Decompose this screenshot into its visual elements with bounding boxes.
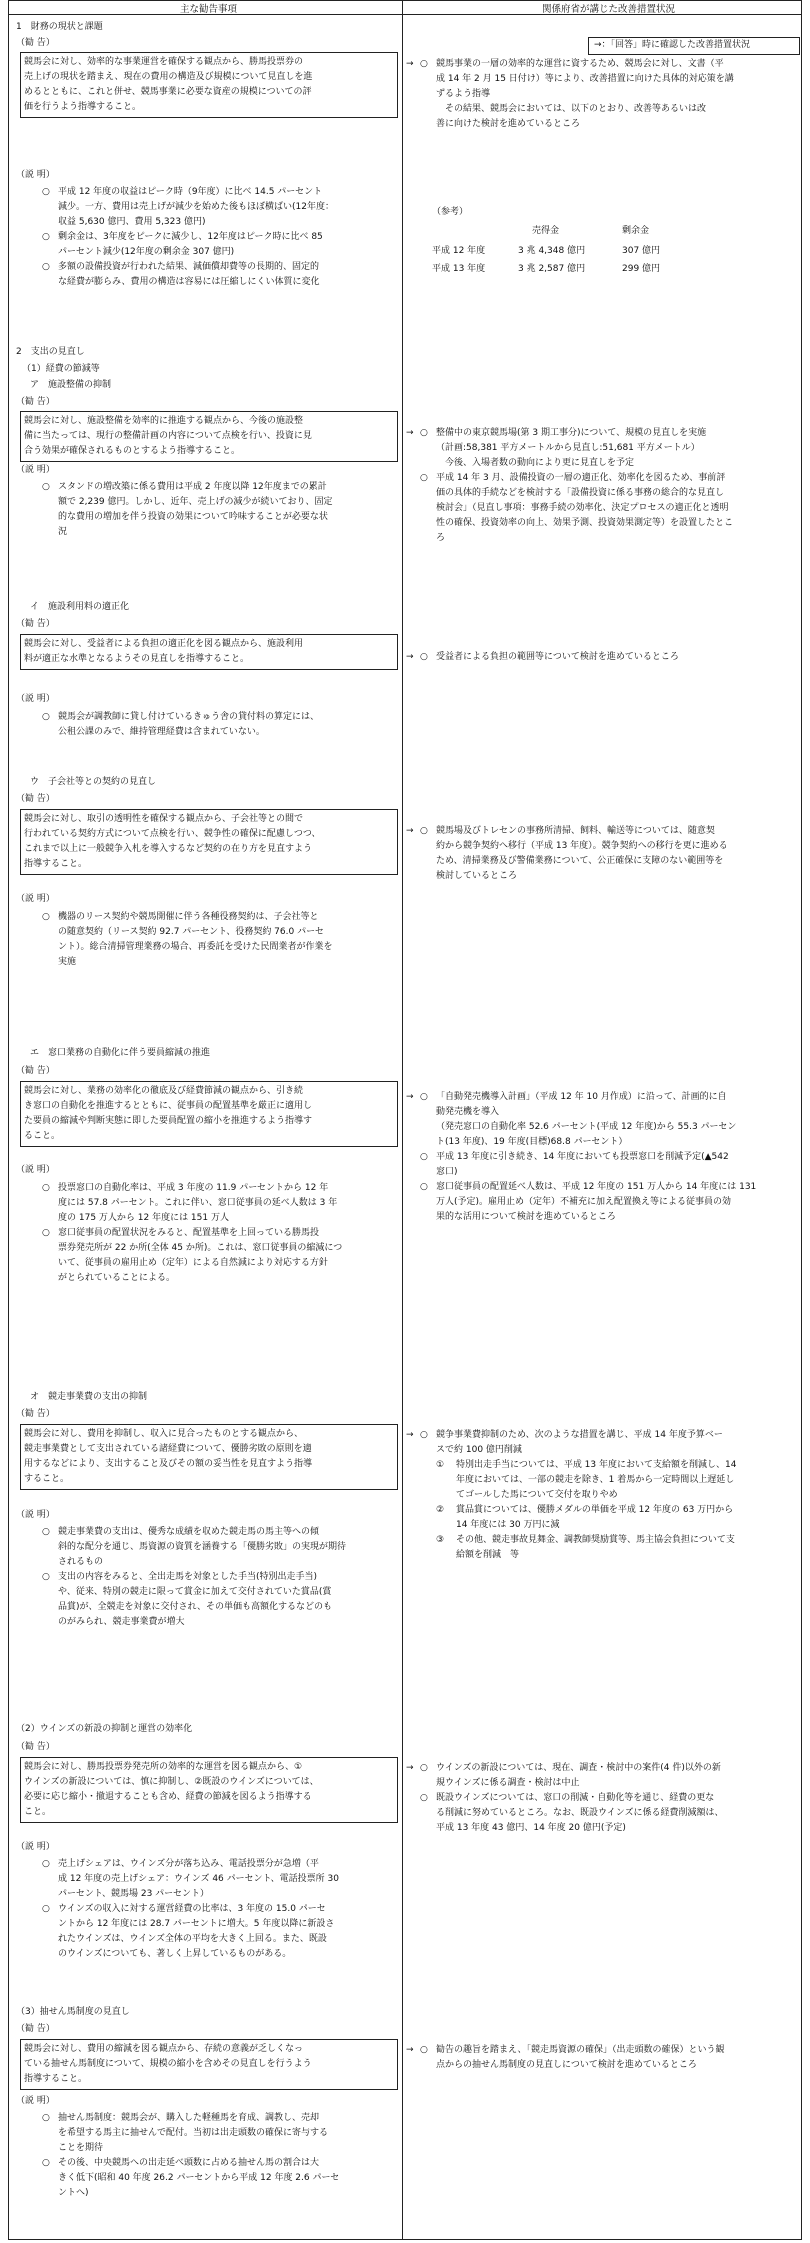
item-title: エ 窓口業務の自動化に伴う要員縮減の推進 <box>30 1048 211 1058</box>
arrow-icon: → <box>406 826 414 836</box>
advice-marker: （勧 告） <box>16 619 55 629</box>
s2i-explain-line: 競馬会が調教師に貸し付けているきゅう舎の貸付料の算定には、 <box>58 712 320 722</box>
s1-measure-line: 善に向けた検討を進めているところ <box>436 119 581 129</box>
s2o-measure-item-line: 特別出走手当については、平成 13 年度において支給額を削減し、14 <box>456 1460 737 1470</box>
reference-value: 299 億円 <box>622 264 661 274</box>
item-number: ② <box>436 1505 445 1515</box>
advice-marker: （勧 告） <box>16 1409 55 1419</box>
subsection-title: （1）経費の節減等 <box>22 364 100 374</box>
s2e-advice-line: ること。 <box>24 1131 61 1141</box>
s1-explain-line: 剰余金は、3年度をピークに減少し、12年度はピーク時に比べ 85 <box>58 232 323 242</box>
s1-advice-line: 競馬会に対し、効率的な事業運営を確保する観点から、勝馬投票券の <box>24 57 304 67</box>
s2o-measure-line: スで約 100 億円削減 <box>436 1445 522 1455</box>
header-rule <box>8 14 802 15</box>
s2e-measure-line: 窓口従事員の配置延べ人数は、平成 12 年度の 151 万人から 14 年度には 131 <box>436 1182 757 1192</box>
s2o-measure-item-line: てゴールした馬について交付を取りやめ <box>456 1490 618 1500</box>
s2o-measure-item-line: その他、競走事故見舞金、調教師奨励賞等、馬主協会負担について支 <box>456 1535 735 1545</box>
s2u-measure-line: ため、清掃業務及び警備業務について、公正確保に支障のない範囲等を <box>436 856 724 866</box>
explain-marker: （説 明） <box>16 894 55 904</box>
reference-value: 3 兆 4,348 億円 <box>518 246 586 256</box>
s2-3-measure-line: 点からの抽せん馬制度の見直しについて検討を進めているところ <box>436 2060 697 2070</box>
s2a-advice-line: 備に当たっては、現行の整備計画の内容について点検を行い、投資に見 <box>24 431 312 441</box>
s2e-measure-line: 平成 13 年度に引き続き、14 年度においても投票窓口を削減予定(▲542 <box>436 1152 729 1162</box>
s2o-advice-line: 競馬会に対し、費用を抑制し、収入に見合ったものとする観点から、 <box>24 1429 304 1439</box>
arrow-icon: → <box>406 59 414 69</box>
s2-3-measure-line: 勧告の趣旨を踏まえ、「競走馬資源の確保」（出走頭数の確保）という観 <box>436 2045 725 2055</box>
bullet-icon: ○ <box>420 473 428 483</box>
bullet-icon: ○ <box>42 1859 50 1869</box>
bullet-icon: ○ <box>420 1092 428 1102</box>
s1-explain-line: 多額の設備投資が行われた結果、減価償却費等の長期的、固定的 <box>58 262 320 272</box>
s2-2-advice-line: ウインズの新設については、慎に抑制し、②既設のウインズについては、 <box>24 1777 319 1787</box>
arrow-icon: → <box>406 1763 414 1773</box>
s2e-measure-line: 果的な活用について検討を進めているところ <box>436 1212 616 1222</box>
s1-advice-line: 売上げの現状を踏まえ、現在の費用の構造及び規模について見直しを進 <box>24 72 313 82</box>
s2a-explain-line: 額で 2,239 億円。しかし、近年、売上げの減少が続いており、固定 <box>58 497 333 507</box>
s2o-explain-line: されるもの <box>58 1557 104 1567</box>
s2e-explain-line: 度の 175 万人から 12 年度には 151 万人 <box>58 1213 229 1223</box>
s2e-explain-line: がとられていることによる。 <box>58 1273 176 1283</box>
s2-3-explain-line: 抽せん馬制度：競馬会が、購入した軽種馬を育成、調教し、売却 <box>58 2113 320 2123</box>
explain-marker: （説 明） <box>16 2096 55 2106</box>
bullet-icon: ○ <box>420 1763 428 1773</box>
s2i-advice-line: 競馬会に対し、受益者による負担の適正化を図る観点から、施設利用 <box>24 639 304 649</box>
bullet-icon: ○ <box>420 1152 428 1162</box>
header-right: 関係府省が講じた改善措置状況 <box>542 4 676 15</box>
s2u-explain-line: 機器のリース契約や競馬開催に伴う各種役務契約は、子会社等と <box>58 912 319 922</box>
s2-2-explain-line: ウインズの収入に対する運営経費の比率は、3 年度の 15.0 パーセ <box>58 1904 326 1914</box>
bullet-icon: ○ <box>42 2113 50 2123</box>
advice-marker: （勧 告） <box>16 38 55 48</box>
s2o-advice-line: すること。 <box>24 1474 70 1484</box>
s2e-measure-line: ト(13 年度)、19 年度(目標)68.8 パーセント） <box>436 1137 628 1147</box>
s2u-explain-line: 実施 <box>58 957 77 967</box>
reference-title: （参考） <box>432 207 469 217</box>
s2o-measure-item-line: 賞品賞については、優勝メダルの単価を平成 12 年度の 63 万円から <box>456 1505 734 1515</box>
bullet-icon: ○ <box>420 826 428 836</box>
item-title: イ 施設利用料の適正化 <box>30 602 130 612</box>
s1-explain-line: な経費が膨らみ、費用の構造は容易には圧縮しにくい体質に変化 <box>58 277 320 287</box>
s2e-measure-line: 動発売機を導入 <box>436 1107 500 1117</box>
bullet-icon: ○ <box>42 1183 50 1193</box>
bullet-icon: ○ <box>42 1904 50 1914</box>
arrow-icon: → <box>406 1430 414 1440</box>
s2o-explain-line: のがみられ、競走事業費が増大 <box>58 1617 185 1627</box>
bullet-icon: ○ <box>42 482 50 492</box>
reference-year: 平成 13 年度 <box>432 264 486 274</box>
reference-col-label: 売得金 <box>532 226 560 236</box>
bullet-icon: ○ <box>420 59 428 69</box>
s2u-measure-line: 競馬場及びトレセンの事務所清掃、飼料、輸送等については、随意契 <box>436 826 715 836</box>
s2a-explain-line: スタンドの増改築に係る費用は平成 2 年度以降 12年度までの累計 <box>58 482 327 492</box>
s2e-explain-line: 窓口従事員の配置状況をみると、配置基準を上回っている勝馬投 <box>58 1228 320 1238</box>
s1-measure-line: その結果、競馬会においては、以下のとおり、改善等あるいは改 <box>436 104 707 114</box>
s2o-advice-line: 競走事業費として支出されている諸経費について、優勝劣敗の原則を適 <box>24 1444 312 1454</box>
s2a-measure-line: 検討会」（見直し事項：事務手続の効率化、決定プロセスの適正化と透明 <box>436 503 729 513</box>
s2-2-measure-line: ウインズの新設については、現在、調査・検討中の案件(4 件)以外の新 <box>436 1763 721 1773</box>
s2u-advice-line: 行われている契約方式について点検を行い、競争性の確保に配慮しつつ、 <box>24 829 321 839</box>
s1-advice-line: めるとともに、これと併せ、競馬事業に必要な資産の規模についての評 <box>24 87 312 97</box>
column-divider <box>402 0 403 2240</box>
explain-marker: （説 明） <box>16 170 55 180</box>
item-title: ウ 子会社等との契約の見直し <box>30 777 157 787</box>
s2-3-advice-line: 指導すること。 <box>24 2074 88 2084</box>
s2a-measure-line: 価の具体的手続などを検討する「設備投資に係る事務の総合的な見直し <box>436 488 725 498</box>
s2-3-explain-line: を希望する馬主に抽せんで配付。当初は出走頭数の確保に寄与する <box>58 2128 329 2138</box>
bullet-icon: ○ <box>420 652 428 662</box>
s2e-explain-line: いて、従事員の雇用止め（定年）による自然減により対応する方針 <box>58 1258 328 1268</box>
explain-marker: （説 明） <box>16 694 55 704</box>
s2-2-explain-line: パーセント、競馬場 23 パーセント） <box>58 1889 210 1899</box>
s2a-measure-line: （計画:58,381 平方メートルから見直し:51,681 平方メートル） <box>436 443 700 453</box>
s2e-measure-line: （発売窓口の自動化率 52.6 パーセント(平成 12 年度)から 55.3 パーセン <box>436 1122 737 1132</box>
s2a-explain-line: 況 <box>58 527 68 537</box>
s2a-advice-line: 合う効果が確保されるものとするよう指導すること。 <box>24 446 241 456</box>
bullet-icon: ○ <box>42 912 50 922</box>
legend-text: →：「回答」時に確認した改善措置状況 <box>594 40 751 50</box>
s2-3-advice-line: ている抽せん馬制度について、規模の縮小を含めその見直しを行うよう <box>24 2059 312 2069</box>
arrow-icon: → <box>406 652 414 662</box>
s2-3-explain-line: ントへ) <box>58 2188 89 2198</box>
bullet-icon: ○ <box>420 1182 428 1192</box>
s2o-explain-line: や、従来、特別の競走に限って賞金に加えて交付されていた賞品(賞 <box>58 1587 332 1597</box>
s2u-advice-line: 競馬会に対し、取引の透明性を確保する観点から、子会社等との間で <box>24 814 304 824</box>
s2e-advice-line: た要員の縮減や判断実態に即した要員配置の縮小を推進するよう指導す <box>24 1116 313 1126</box>
advice-marker: （勧 告） <box>16 2024 55 2034</box>
bullet-icon: ○ <box>420 1793 428 1803</box>
s2-2-advice-line: こと。 <box>24 1807 52 1817</box>
s2o-explain-line: 斜的な配分を通じ、馬資源の資質を涵養する「優勝劣敗」の実現が期待 <box>58 1542 347 1552</box>
s2-2-explain-line: ントから 12 年度には 28.7 パーセントに増大。5 年度以降に新設さ <box>58 1919 335 1929</box>
bullet-icon: ○ <box>420 1430 428 1440</box>
section-title: 1 財務の現状と課題 <box>16 22 103 32</box>
explain-marker: （説 明） <box>16 465 55 475</box>
bullet-icon: ○ <box>42 712 50 722</box>
s2-3-explain-line: その後、中央競馬への出走延べ頭数に占める抽せん馬の割合は大 <box>58 2158 320 2168</box>
bullet-icon: ○ <box>42 187 50 197</box>
s1-explain-line: パーセント減少(12年度の剰余金 307 億円) <box>58 247 235 257</box>
s2e-advice-line: き窓口の自動化を推進するとともに、従事員の配置基準を厳正に適用し <box>24 1101 313 1111</box>
s2i-explain-line: 公租公課のみで、維持管理経費は含まれていない。 <box>58 727 265 737</box>
subsection-title: （2）ウインズの新設の抑制と運営の効率化 <box>16 1724 193 1734</box>
item-number: ③ <box>436 1535 445 1545</box>
bullet-icon: ○ <box>42 262 50 272</box>
explain-marker: （説 明） <box>16 1510 55 1520</box>
bullet-icon: ○ <box>42 1228 50 1238</box>
s2u-explain-line: の随意契約（リース契約 92.7 パーセント、役務契約 76.0 パーセ <box>58 927 324 937</box>
arrow-icon: → <box>406 2045 414 2055</box>
advice-marker: （勧 告） <box>16 397 55 407</box>
bullet-icon: ○ <box>420 428 428 438</box>
s1-explain-line: 平成 12 年度の収益はピーク時（9年度）に比べ 14.5 パーセント <box>58 187 323 197</box>
item-title: オ 競走事業費の支出の抑制 <box>30 1392 148 1402</box>
s2e-advice-line: 競馬会に対し、業務の効率化の徹底及び経費節減の観点から、引き続 <box>24 1086 304 1096</box>
s1-measure-line: 競馬事業の一層の効率的な運営に資するため、競馬会に対し、文書（平 <box>436 59 724 69</box>
s2o-measure-item-line: 給額を削減 等 <box>456 1550 520 1560</box>
s2e-measure-line: 万人(予定)。雇用止め（定年）不補充に加え配置換え等による従事員の効 <box>436 1197 732 1207</box>
bullet-icon: ○ <box>42 2158 50 2168</box>
advice-marker: （勧 告） <box>16 1742 55 1752</box>
s2-3-advice-line: 競馬会に対し、費用の縮減を図る観点から、存続の意義が乏しくなっ <box>24 2044 304 2054</box>
s2-2-explain-line: のウインズについても、著しく上昇しているものがある。 <box>58 1949 292 1959</box>
s2u-advice-line: 指導すること。 <box>24 859 88 869</box>
advice-marker: （勧 告） <box>16 794 55 804</box>
section-title: 2 支出の見直し <box>16 347 85 357</box>
s1-measure-line: 成 14 年 2 月 15 日付け）等により、改善措置に向けた具体的対応策を講 <box>436 74 734 84</box>
header-left: 主な勧告事項 <box>180 4 238 15</box>
s2u-measure-line: 約から競争契約へ移行（平成 13 年度）。競争契約への移行を更に進める <box>436 841 728 851</box>
s2u-advice-line: これまで以上に一般競争入札を導入するなど契約の在り方を見直すよう <box>24 844 313 854</box>
s2a-measure-line: 平成 14 年 3 月、設備投資の一層の適正化、効率化を図るため、事前評 <box>436 473 726 483</box>
s2-2-measure-line: 既設ウインズについては、窓口の削減・自動化等を通じ、経費の更な <box>436 1793 715 1803</box>
s2a-explain-line: 的な費用の増加を伴う投資の効果について吟味することが必要な状 <box>58 512 328 522</box>
s2o-explain-line: 競走事業費の支出は、優秀な成績を収めた競走馬の馬主等への傾 <box>58 1527 320 1537</box>
s2a-measure-line: 整備中の東京競馬場(第 3 期工事分)について、規模の見直しを実施 <box>436 428 707 438</box>
explain-marker: （説 明） <box>16 1165 55 1175</box>
bullet-icon: ○ <box>42 232 50 242</box>
reference-value: 3 兆 2,587 億円 <box>518 264 586 274</box>
s2e-measure-line: 窓口) <box>436 1167 458 1177</box>
s1-measure-line: ずるよう指導 <box>436 89 491 99</box>
s2-2-measure-line: 平成 13 年度 43 億円、14 年度 20 億円(予定) <box>436 1823 626 1833</box>
subsection-title: （3）抽せん馬制度の見直し <box>16 2007 130 2017</box>
s2-2-explain-line: れたウインズは、ウインズ全体の平均を大きく上回る。また、既設 <box>58 1934 327 1944</box>
s2e-explain-line: 度には 57.8 パーセント。これに伴い、窓口従事員の延べ人数は 3 年 <box>58 1198 338 1208</box>
s2u-explain-line: ント）。総合清掃管理業務の場合、再委託を受けた民間業者が作業を <box>58 942 333 952</box>
s2-3-explain-line: きく低下(昭和 40 年度 26.2 パーセントから平成 12 年度 2.6 パーセ <box>58 2173 340 2183</box>
s2o-advice-line: 用するなどにより、支出すること及びその額の妥当性を見直すよう指導 <box>24 1459 313 1469</box>
s2-2-explain-line: 成 12 年度の売上げシェア：ウインズ 46 パーセント、電話投票所 30 <box>58 1874 339 1884</box>
s2i-measure-line: 受益者による負担の範囲等について検討を進めているところ <box>436 652 679 662</box>
s2-2-measure-line: 規ウインズに係る調査・検討は中止 <box>436 1778 580 1788</box>
s2a-measure-line: 今後、入場者数の動向により更に見直しを予定 <box>436 458 635 468</box>
bullet-icon: ○ <box>42 1572 50 1582</box>
s2o-measure-item-line: 14 年度には 30 万円に減 <box>456 1520 560 1530</box>
s2o-explain-line: 支出の内容をみると、全出走馬を対象とした手当(特別出走手当) <box>58 1572 318 1582</box>
s2-2-advice-line: 必要に応じ縮小・撤退することも含め、経費の節減を図るよう指導する <box>24 1792 312 1802</box>
s2o-explain-line: 品賞)が、全競走を対象に交付され、その単価も高額化するなどのも <box>58 1602 333 1612</box>
explain-marker: （説 明） <box>16 1842 55 1852</box>
s2a-measure-line: ろ <box>436 533 446 543</box>
s2-2-advice-line: 競馬会に対し、勝馬投票券発売所の効率的な運営を図る観点から、① <box>24 1762 303 1772</box>
s2a-measure-line: 性の確保、投資効率の向上、効果予測、投資効果測定等）を設置したとこ <box>436 518 734 528</box>
s2a-advice-line: 競馬会に対し、施設整備を効率的に推進する観点から、今後の施設整 <box>24 416 304 426</box>
item-title: ア 施設整備の抑制 <box>30 380 112 390</box>
s2e-measure-line: 「自動発売機導入計画」（平成 12 年 10 月作成）に沿って、計画的に自 <box>436 1092 727 1102</box>
s2-2-measure-line: る削減に努めているところ。なお、既設ウインズに係る経費削減額は、 <box>436 1808 724 1818</box>
reference-value: 307 億円 <box>622 246 661 256</box>
s2o-measure-item-line: 年度においては、一部の競走を除き、1 着馬から一定時間以上遅延し <box>456 1475 735 1485</box>
bullet-icon: ○ <box>420 2045 428 2055</box>
s2e-explain-line: 投票窓口の自動化率は、平成 3 年度の 11.9 パーセントから 12 年 <box>58 1183 329 1193</box>
s1-explain-line: 収益 5,630 億円、費用 5,323 億円) <box>58 217 206 227</box>
bullet-icon: ○ <box>42 1527 50 1537</box>
s1-explain-line: 減少。一方、費用は売上げが減少を始めた後もほぼ横ばい(12年度： <box>58 202 334 212</box>
s1-advice-line: 価を行うよう指導すること。 <box>24 102 142 112</box>
reference-col-label: 剰余金 <box>622 226 650 236</box>
arrow-icon: → <box>406 428 414 438</box>
s2-3-explain-line: ことを期待 <box>58 2143 104 2153</box>
s2-2-explain-line: 売上げシェアは、ウインズ分が落ち込み、電話投票分が急増（平 <box>58 1859 319 1869</box>
s2u-measure-line: 検討しているところ <box>436 871 518 881</box>
s2o-measure-line: 競争事業費抑制のため、次のような措置を講じ、平成 14 年度予算ベー <box>436 1430 723 1440</box>
item-number: ① <box>436 1460 445 1470</box>
arrow-icon: → <box>406 1092 414 1102</box>
s2e-explain-line: 票券発売所が 22 か所(全体 45 か所)。これは、窓口従事員の縮減につ <box>58 1243 343 1253</box>
advice-marker: （勧 告） <box>16 1066 55 1076</box>
reference-year: 平成 12 年度 <box>432 246 486 256</box>
s2i-advice-line: 料が適正な水準となるようその見直しを指導すること。 <box>24 654 250 664</box>
